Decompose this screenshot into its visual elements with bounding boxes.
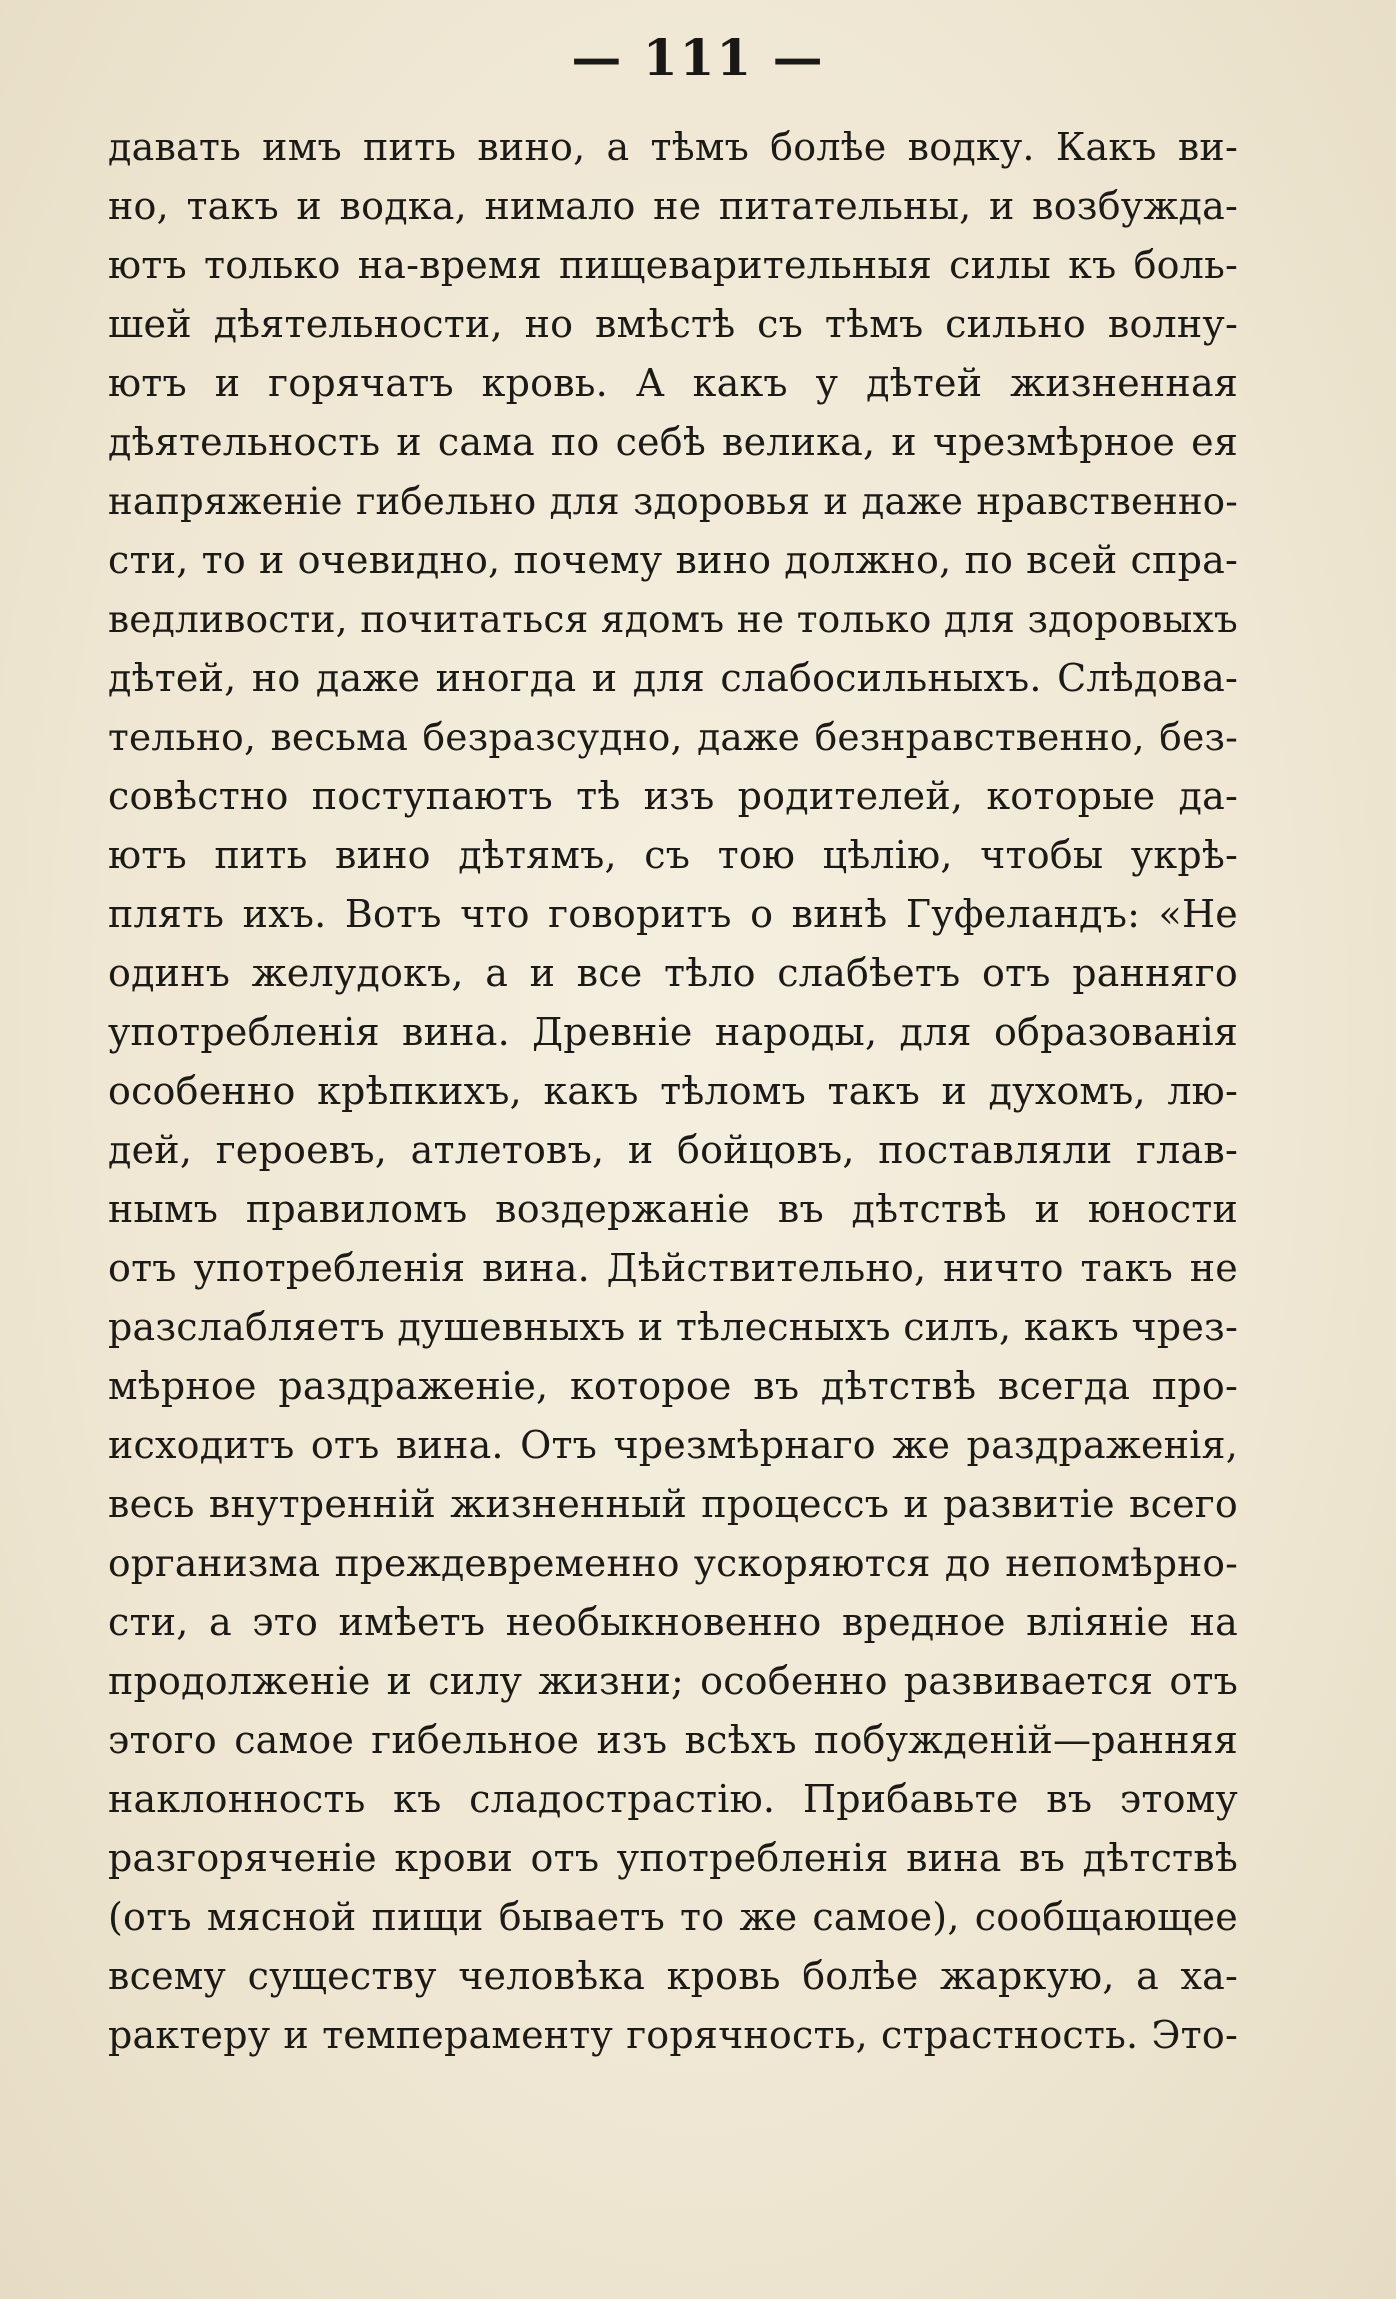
text-line: употребленія вина. Древніе народы, для образованія	[108, 1010, 1238, 1054]
text-line: ютъ только на-время пищеварительныя силы къ боль-	[108, 243, 1238, 287]
text-line: особенно крѣпкихъ, какъ тѣломъ такъ и духомъ, лю-	[108, 1069, 1238, 1113]
text-line: ютъ пить вино дѣтямъ, съ тою цѣлію, чтобы укрѣ-	[108, 833, 1238, 877]
text-line: нымъ правиломъ воздержаніе въ дѣтствѣ и юности	[108, 1187, 1238, 1231]
page-number: — 111 —	[571, 28, 825, 87]
text-line: разслабляетъ душевныхъ и тѣлесныхъ силъ, какъ чрез-	[108, 1305, 1238, 1349]
text-line: разгоряченіе крови отъ употребленія вина въ дѣтствѣ	[108, 1836, 1238, 1880]
text-line: продолженіе и силу жизни; особенно развивается отъ	[108, 1659, 1238, 1703]
text-line: давать имъ пить вино, а тѣмъ болѣе водку. Какъ ви-	[108, 125, 1238, 169]
text-line: дѣятельность и сама по себѣ велика, и чрезмѣрное ея	[108, 420, 1238, 464]
text-line: отъ употребленія вина. Дѣйствительно, ничто такъ не	[108, 1246, 1238, 1290]
text-line: сти, то и очевидно, почему вино должно, по всей спра-	[108, 538, 1238, 582]
text-line: ютъ и горячатъ кровь. А какъ у дѣтей жизненная	[108, 361, 1238, 405]
text-line: этого самое гибельное изъ всѣхъ побужденій—ранняя	[108, 1718, 1238, 1762]
text-line: напряженіе гибельно для здоровья и даже нравственно-	[108, 480, 1238, 523]
text-line: рактеру и темпераменту горячность, страстность. Это-	[108, 2013, 1238, 2057]
text-line: (отъ мясной пищи бываетъ то же самое), сообщающее	[108, 1895, 1238, 1939]
text-line: наклонность къ сладострастію. Прибавьте въ этому	[108, 1777, 1238, 1821]
text-line: организма преждевременно ускоряются до непомѣрно-	[108, 1541, 1238, 1585]
text-line: исходитъ отъ вина. Отъ чрезмѣрнаго же раздраженія,	[108, 1423, 1238, 1467]
text-line: ведливости, почитаться ядомъ не только для здоровыхъ	[108, 597, 1238, 641]
text-line: но, такъ и водка, нимало не питательны, и возбужда-	[108, 184, 1238, 228]
text-line: весь внутренній жизненный процессъ и развитіе всего	[108, 1482, 1238, 1526]
text-line: одинъ желудокъ, а и все тѣло слабѣетъ отъ ранняго	[108, 951, 1238, 995]
text-line: сти, а это имѣетъ необыкновенно вредное вліяніе на	[108, 1600, 1238, 1644]
text-line: всему существу человѣка кровь болѣе жаркую, а ха-	[108, 1954, 1238, 1998]
text-line: совѣстно поступаютъ тѣ изъ родителей, которые да-	[108, 774, 1238, 818]
text-line: тельно, весьма безразсудно, даже безнравственно, без-	[108, 715, 1238, 759]
text-line: мѣрное раздраженіе, которое въ дѣтствѣ всегда про-	[108, 1364, 1238, 1408]
text-line: дей, героевъ, атлетовъ, и бойцовъ, поставляли глав-	[108, 1128, 1238, 1172]
text-line: шей дѣятельности, но вмѣстѣ съ тѣмъ сильно волну-	[108, 302, 1238, 346]
text-line: дѣтей, но даже иногда и для слабосильныхъ. Слѣдова-	[108, 656, 1238, 700]
text-line: плять ихъ. Вотъ что говоритъ о винѣ Гуфеландъ: «Не	[108, 892, 1238, 936]
page-body-text	[108, 118, 1238, 2065]
